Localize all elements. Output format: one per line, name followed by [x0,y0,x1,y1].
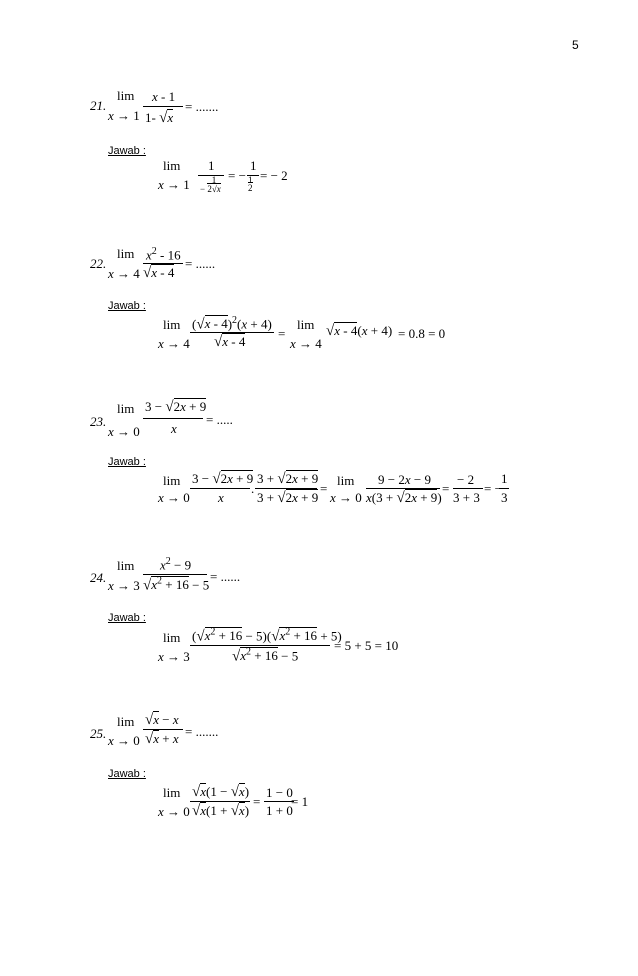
answer-label: Jawab : [108,300,146,312]
denominator: √x - 4 [143,265,175,281]
numerator: 1 [501,471,508,486]
answer-result: = − 2 [260,168,288,183]
lim-label: lim [117,401,135,416]
denominator: 3 [501,490,508,505]
denominator: $√x^2 + 16 - 5$ [232,647,299,665]
equals-sign: = [253,794,261,809]
denominator: 1- √x [145,110,174,126]
lim-subscript: x → 0 [330,490,362,505]
equals-minus: = − [484,481,502,496]
lim-label: lim [117,558,135,573]
denominator: − $\frac{1}{2√x}$ [200,175,221,194]
question-rhs: = ....... [185,724,219,739]
fraction-bar [143,729,183,730]
page-number: 5 [572,38,579,52]
question-rhs: = ....... [185,99,219,114]
equals-sign: = [320,481,328,496]
fraction-bar [190,488,250,489]
lim-subscript: x → 0 [108,424,140,439]
question-rhs: = ...... [210,569,241,584]
numerator: − 2 [457,472,475,487]
denominator: 1 + 0 [266,803,293,818]
lim-subscript: x → 4 [290,336,322,351]
numerator: $x^2 - 16$ [146,246,181,263]
answer-label: Jawab : [108,456,146,468]
problem-number: 24. [90,570,107,585]
denominator: √x - 4 [214,334,246,350]
lim-label: lim [163,785,181,800]
lim-subscript: x → 0 [158,490,190,505]
lim-label: lim [163,630,181,645]
answer-result: = 1 [291,794,309,809]
denominator: x [171,421,177,436]
lim-subscript: x → 4 [108,266,140,281]
lim-subscript: x → 3 [108,578,140,593]
denominator: 1 2 [248,175,253,193]
lim-label: lim [117,246,135,261]
problem-number: 22. [90,256,107,271]
numerator: 3 − √2x + 9 [145,399,207,415]
lim-label: lim [337,473,355,488]
fraction-bar [264,801,294,802]
lim-subscript: x → 3 [158,649,190,664]
numerator: 1 [208,158,215,173]
answer-label: Jawab : [108,612,146,624]
denominator: √x + x [145,731,179,747]
fraction-bar [143,574,207,575]
fraction-bar [143,418,203,419]
lim-label: lim [117,88,135,103]
numerator: √x(1 − √x) [192,784,250,800]
denominator: 3 + √2x + 9 [257,490,319,506]
answer-label: Jawab : [108,145,146,157]
denominator: $√x^2 + 16 - 5$ [143,576,210,594]
denominator: 3 + 3 [453,490,480,505]
answer-label: Jawab : [108,768,146,780]
fraction-bar [143,106,183,107]
numerator: 3 − √2x + 9 [192,471,254,487]
numerator: 1 [250,158,257,173]
lim-label: lim [117,714,135,729]
lim-subscript: x → 1 [108,108,140,123]
lim-subscript: x → 4 [158,336,190,351]
lim-label: lim [163,473,181,488]
lim-subscript: x → 0 [108,733,140,748]
dot: . [251,481,255,496]
answer-result: = 5 + 5 = 10 [334,638,399,653]
numerator: x - 1 [152,89,176,104]
equals-sign: = [442,481,450,496]
problem-number: 23. [90,414,107,429]
expression: √x - 4(x + 4) [326,323,393,339]
numerator: 1 − 0 [266,785,293,800]
numerator: √x − x [145,712,179,728]
problem-number: 25. [90,726,107,741]
numerator: (√x - 4)$^2$(x + 4) [192,315,272,333]
lim-label: lim [297,317,315,332]
question-rhs: = ...... [185,256,216,271]
question-rhs: = ..... [206,412,233,427]
fraction-bar [499,488,509,489]
answer-result: = 0.8 = 0 [398,326,446,341]
lim-subscript: x → 0 [158,804,190,819]
numerator: 3 + √2x + 9 [257,471,319,487]
denominator: x(3 + √2x + 9) [366,490,442,506]
numerator: 9 − 2x − 9 [378,472,431,487]
problem-number: 21. [90,98,107,113]
lim-subscript: x → 1 [158,177,190,192]
numerator: $x^2 - 9$ [160,556,192,573]
denominator: √x(1 + √x) [192,803,250,819]
equals-sign: = [278,326,286,341]
lim-label: lim [163,158,181,173]
equals-minus: = − [228,168,246,183]
numerator: $(√x^2 + 16 - 5)(√x^2 + 16 + 5)$ [192,627,342,645]
denominator: x [218,490,224,505]
fraction-bar [190,645,330,646]
lim-label: lim [163,317,181,332]
fraction-bar [453,488,483,489]
